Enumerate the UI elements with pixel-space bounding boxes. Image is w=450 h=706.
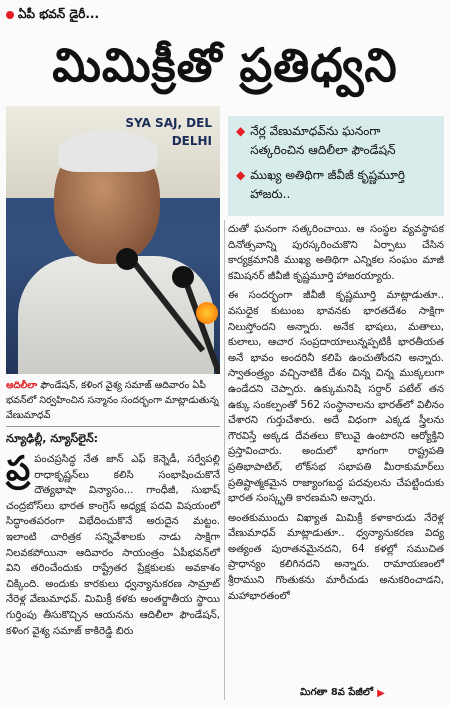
continued-text: మిగతా 8వ పేజీలో (300, 687, 374, 698)
flower-decoration (196, 302, 218, 324)
article-paragraph: ఈ సందర్భంగా జీవీజీ కృష్ణమూర్తి మాట్లాడుతూ.. వసుధైక కుటుంబ భావనకు భారతదేశం సాక్షిగా నిలుస్తోందని అన్నారు. అనేక భాషలు, మతాలు, కులాలు, ఆచార సంప్రదాయాలున్నప్పటికీ భారతీయత అనే భావం అందరినీ కలిపి ఉంచుతోందని అన్నారు. స్వాతంత్ర్యం వచ్చినాటికి దేశం చిన్న చిన్న ముక్కలుగా ఉండేదని చెప్పారు. ఉక్కుమనిషి సర్దార్ పటేల్ తన ఉక్కు సంకల్పంతో 562 సంస్థానాలను భారత్‌లో విలీనం చేశారని గుర్తుచేశారు. అదే విధంగా ఎక్కడ స్త్రీలను గౌరవిస్తే అక్కడ దేవతలు కొలువై ఉంటారని ఆర్యోక్తిని ప్రస్తావించారు. అందులో భాగంగా రాష్ట్రపతి ప్రతిభాపాటిల్, లోక్‌సభ సభాపతి మీరాకుమార్‌లు ప్రతిష్టాత్మకమైన రాజ్యాంగబద్ధ పదవులను చేపట్టిందుకు భారత సంస్కృతి కారణమని అన్నారు. (228, 290, 444, 505)
microphone-icon (116, 248, 138, 270)
headline: మిమిక్రీతో ప్రతిధ్వని (52, 38, 398, 92)
microphone-icon (172, 266, 194, 288)
highlights-box (228, 116, 444, 216)
column-divider (224, 220, 225, 700)
photo-caption (6, 378, 220, 423)
caption-highlight: ఆదిలీలా (6, 380, 38, 391)
article-column-right (228, 222, 444, 604)
highlight-item (236, 166, 438, 204)
red-dot-icon (6, 11, 14, 19)
caption-divider (6, 426, 220, 427)
triangle-right-icon: ▶ (377, 687, 385, 699)
bullet-icon: ◆ (236, 168, 246, 182)
continued-note (300, 686, 385, 700)
article-column-left (6, 449, 220, 639)
bullet-icon: ◆ (236, 124, 246, 138)
section-kicker (6, 4, 99, 26)
caption-text: ఫౌండేషన్, కళింగ వైశ్య సమాజ్ ఆదివారం ఏపీ భవన్‌లో నిర్వహించిన సన్మానం సందర్భంగా మాట్లాడుతున్న వేణుమాధవ్ (6, 380, 219, 421)
speaker-photo (6, 106, 220, 374)
highlight-text: నేర్ల వేణుమాధవ్‌ను ఘనంగా సత్కరించిన ఆదిలీలా ఫౌండేషన్ (250, 124, 396, 157)
article-paragraph: దుతో ఘనంగా సత్కరించాయి. ఆ సంస్థల వ్యవస్థాపక దినోత్సవాన్ని పురస్కరించుకొని ఏర్పాటు చేసిన కార్యక్రమానికి ముఖ్య అతిథిగా ఎన్నికల సంఘం మాజీ కమిషనర్ జీవీజీ కృష్ణమూర్తి హాజరయ్యారు. (228, 224, 444, 282)
dateline: న్యూఢిల్లీ, న్యూస్‌లైన్: (6, 432, 99, 445)
drop-cap: ప్ర (6, 449, 31, 489)
article-paragraph: పంచప్రసిద్ధ నేత జాన్ ఎఫ్ కెన్నెడీ, సర్వేపల్లి రాధాకృష్ణన్‌లు కలిసి సంభాషించుకొనే దౌత్యభాషా విన్యాసం... గాంధీజీ, సుభాష్ చంద్రబోస్‌లు భారత కాంగ్రెస్ అధ్యక్ష పదవి విషయంలో సిద్ధాంతపరంగా విభేదించుకొనే అరుదైన మట్టం. ఇలాంటి చారిత్రక సన్నివేశాలకు నాడు సాక్షిగా నిలవకపోయినా ఆదివారం సాయంత్రం ఏపీభవన్‌లో విని తరించేందుకు రాష్ట్రేతర ప్రేక్షకులకు అవకాశం చిక్కింది. అందుకు కారకులు ధ్వన్యానుకరణ సామ్రాట్ నేరెళ్ల వేణుమాధవ్. మిమిక్రీ కళకు అంతర్జాతీయ స్థాయి గుర్తింపు తీసుకొచ్చిన ఆయనను ఆదిలీలా ఫౌండేషన్, కళింగ వైశ్య సమాజ్ కాకిరెడ్డి బిరు (6, 454, 220, 637)
highlight-item (236, 122, 438, 160)
speaker-hair (58, 130, 158, 172)
kicker-text: ఏపీ భవన్ డైరీ... (18, 6, 100, 21)
article-paragraph: అంతకుముందు విఖ్యాత మిమిక్రీ కళాకారుడు నేరెళ్ల వేణుమాధవ్ మాట్లాడుతూ.. ధ్వన్యానుకరణ విద్య అత్యంత పురాతనమైనదని, 64 కళల్లో సముచిత ప్రాధాన్యం కలిగినదని అన్నారు. రామాయణంలో శ్రీరాముని గొంతుకను మారీచుడు అనుకరించాడని, మహాభారతంలో (228, 512, 444, 602)
highlight-text: ముఖ్య అతిథిగా జీవీజీ కృష్ణమూర్తి హాజరు.. (250, 168, 405, 201)
banner-text: SYA SAJ, DEL DELHI (125, 116, 212, 148)
